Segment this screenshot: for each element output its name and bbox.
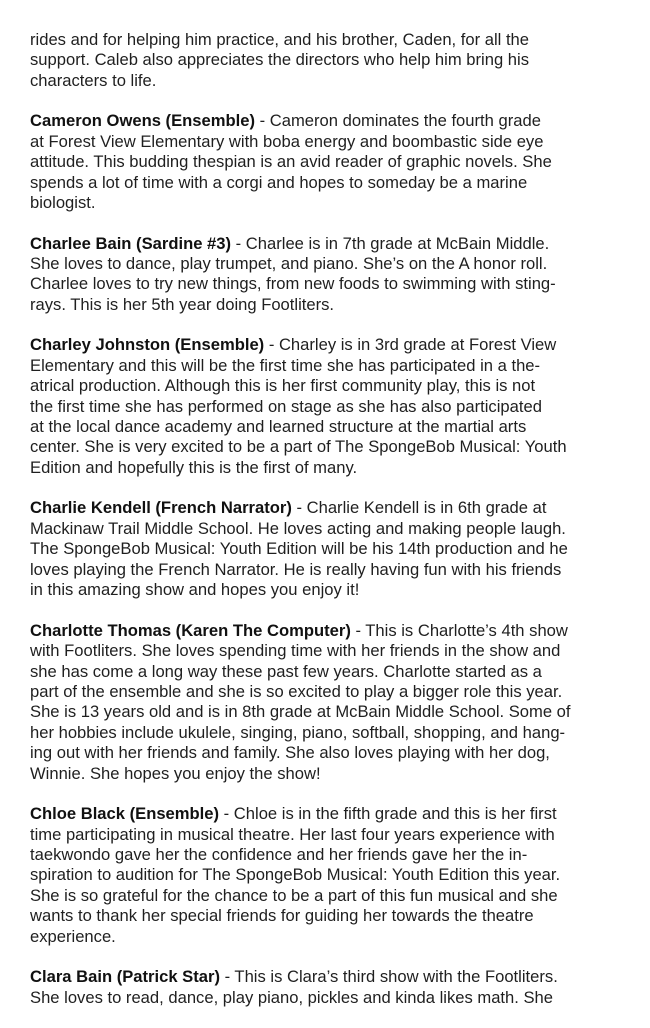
bio-cameron-owens <box>30 111 628 213</box>
bio-line: support. Caleb also appreciates the directors who help him bring his <box>30 50 530 70</box>
bio-line: biologist. <box>30 193 96 213</box>
bio-line: - This is Clara’s third show with the Footliters. <box>219 967 558 987</box>
bio-line: center. She is very excited to be a part of The SpongeBob Musical: Youth <box>30 437 567 457</box>
bio-line: She is so grateful for the chance to be a part of this fun musical and she <box>30 885 558 905</box>
bio-line: Mackinaw Trail Middle School. He loves acting and making people laugh. <box>30 518 566 538</box>
bio-line: She loves to read, dance, play piano, pickles and kinda likes math. She <box>30 987 554 1007</box>
bio-line: spends a lot of time with a corgi and hopes to someday be a marine <box>30 172 528 192</box>
bio-line: she has come a long way these past few years. Charlotte started as a <box>30 661 542 681</box>
bio-line: - Charley is in 3rd grade at Forest View <box>264 335 557 355</box>
bio-line: The SpongeBob Musical: Youth Edition will be his 14th production and he <box>30 539 568 559</box>
bio-charlie-kendell <box>30 498 628 600</box>
bio-line: - Cameron dominates the fourth grade <box>255 111 541 131</box>
cast-member-name: Charlotte Thomas (Karen The Computer) <box>30 620 351 640</box>
bio-line: characters to life. <box>30 70 157 90</box>
bio-charley-johnston <box>30 335 628 478</box>
bio-caleb-continued <box>30 30 628 91</box>
bio-line: at the local dance academy and learned structure at the martial arts <box>30 417 527 437</box>
bio-line: experience. <box>30 926 116 946</box>
bio-first-line <box>30 621 628 641</box>
bio-line: the first time she has performed on stage as she has also participated <box>30 396 542 416</box>
bio-chloe-black <box>30 804 628 947</box>
bio-line: Winnie. She hopes you enjoy the show! <box>30 763 321 783</box>
bio-first-line <box>30 111 628 131</box>
bio-line: She is 13 years old and is in 8th grade at McBain Middle School. Some of <box>30 702 571 722</box>
bio-line: rides and for helping him practice, and his brother, Caden, for all the <box>30 30 530 49</box>
bio-first-line <box>30 967 628 987</box>
bio-line: part of the ensemble and she is so excited to play a bigger role this year. <box>30 681 563 701</box>
cast-member-name: Cameron Owens (Ensemble) <box>30 111 255 131</box>
bio-line: at Forest View Elementary with boba energy and boombastic side eye <box>30 131 544 151</box>
bio-line: - Chloe is in the fifth grade and this is her first <box>219 804 557 824</box>
cast-member-name: Charley Johnston (Ensemble) <box>30 335 265 355</box>
bio-line: loves playing the French Narrator. He is really having fun with his friends <box>30 559 562 579</box>
bio-first-line <box>30 498 628 518</box>
bio-line: Elementary and this will be the first time she has participated in a the- <box>30 355 541 375</box>
bio-line: - Charlee is in 7th grade at McBain Middle. <box>231 233 550 253</box>
bio-line: time participating in musical theatre. Her last four years experience with <box>30 824 555 844</box>
cast-bios-page <box>30 30 628 1028</box>
cast-member-name: Clara Bain (Patrick Star) <box>30 967 220 987</box>
bio-first-line <box>30 335 628 355</box>
bio-line: - Charlie Kendell is in 6th grade at <box>291 498 547 518</box>
bio-first-line <box>30 804 628 824</box>
bio-line: She loves to dance, play trumpet, and piano. She’s on the A honor roll. <box>30 254 548 274</box>
bio-line: rays. This is her 5th year doing Footliters. <box>30 294 335 314</box>
bio-line: with Footliters. She loves spending time with her friends in the show and <box>30 641 561 661</box>
cast-member-name: Charlie Kendell (French Narrator) <box>30 498 292 518</box>
cast-member-name: Chloe Black (Ensemble) <box>30 804 220 824</box>
bio-line: spiration to audition for The SpongeBob Musical: Youth Edition this year. <box>30 865 561 885</box>
bio-line: wants to thank her special friends for guiding her towards the theatre <box>30 906 534 926</box>
bio-charlotte-thomas <box>30 621 628 784</box>
bio-line: her hobbies include ukulele, singing, piano, softball, shopping, and hang- <box>30 722 566 742</box>
bio-line: ing out with her friends and family. She also loves playing with her dog, <box>30 743 550 763</box>
bio-line: Edition and hopefully this is the first of many. <box>30 457 358 477</box>
bio-charlee-bain <box>30 234 628 316</box>
cast-member-name: Charlee Bain (Sardine #3) <box>30 233 232 253</box>
bio-line: attitude. This budding thespian is an avid reader of graphic novels. She <box>30 152 552 172</box>
bio-line: taekwondo gave her the confidence and her friends gave her the in- <box>30 844 528 864</box>
bio-line: - This is Charlotte’s 4th show <box>350 620 568 640</box>
bio-line: in this amazing show and hopes you enjoy it! <box>30 580 360 600</box>
bio-line: Charlee loves to try new things, from new foods to swimming with sting- <box>30 274 556 294</box>
bio-line: atrical production. Although this is her first community play, this is not <box>30 376 536 396</box>
bio-clara-bain <box>30 967 628 1008</box>
bio-first-line <box>30 234 628 254</box>
